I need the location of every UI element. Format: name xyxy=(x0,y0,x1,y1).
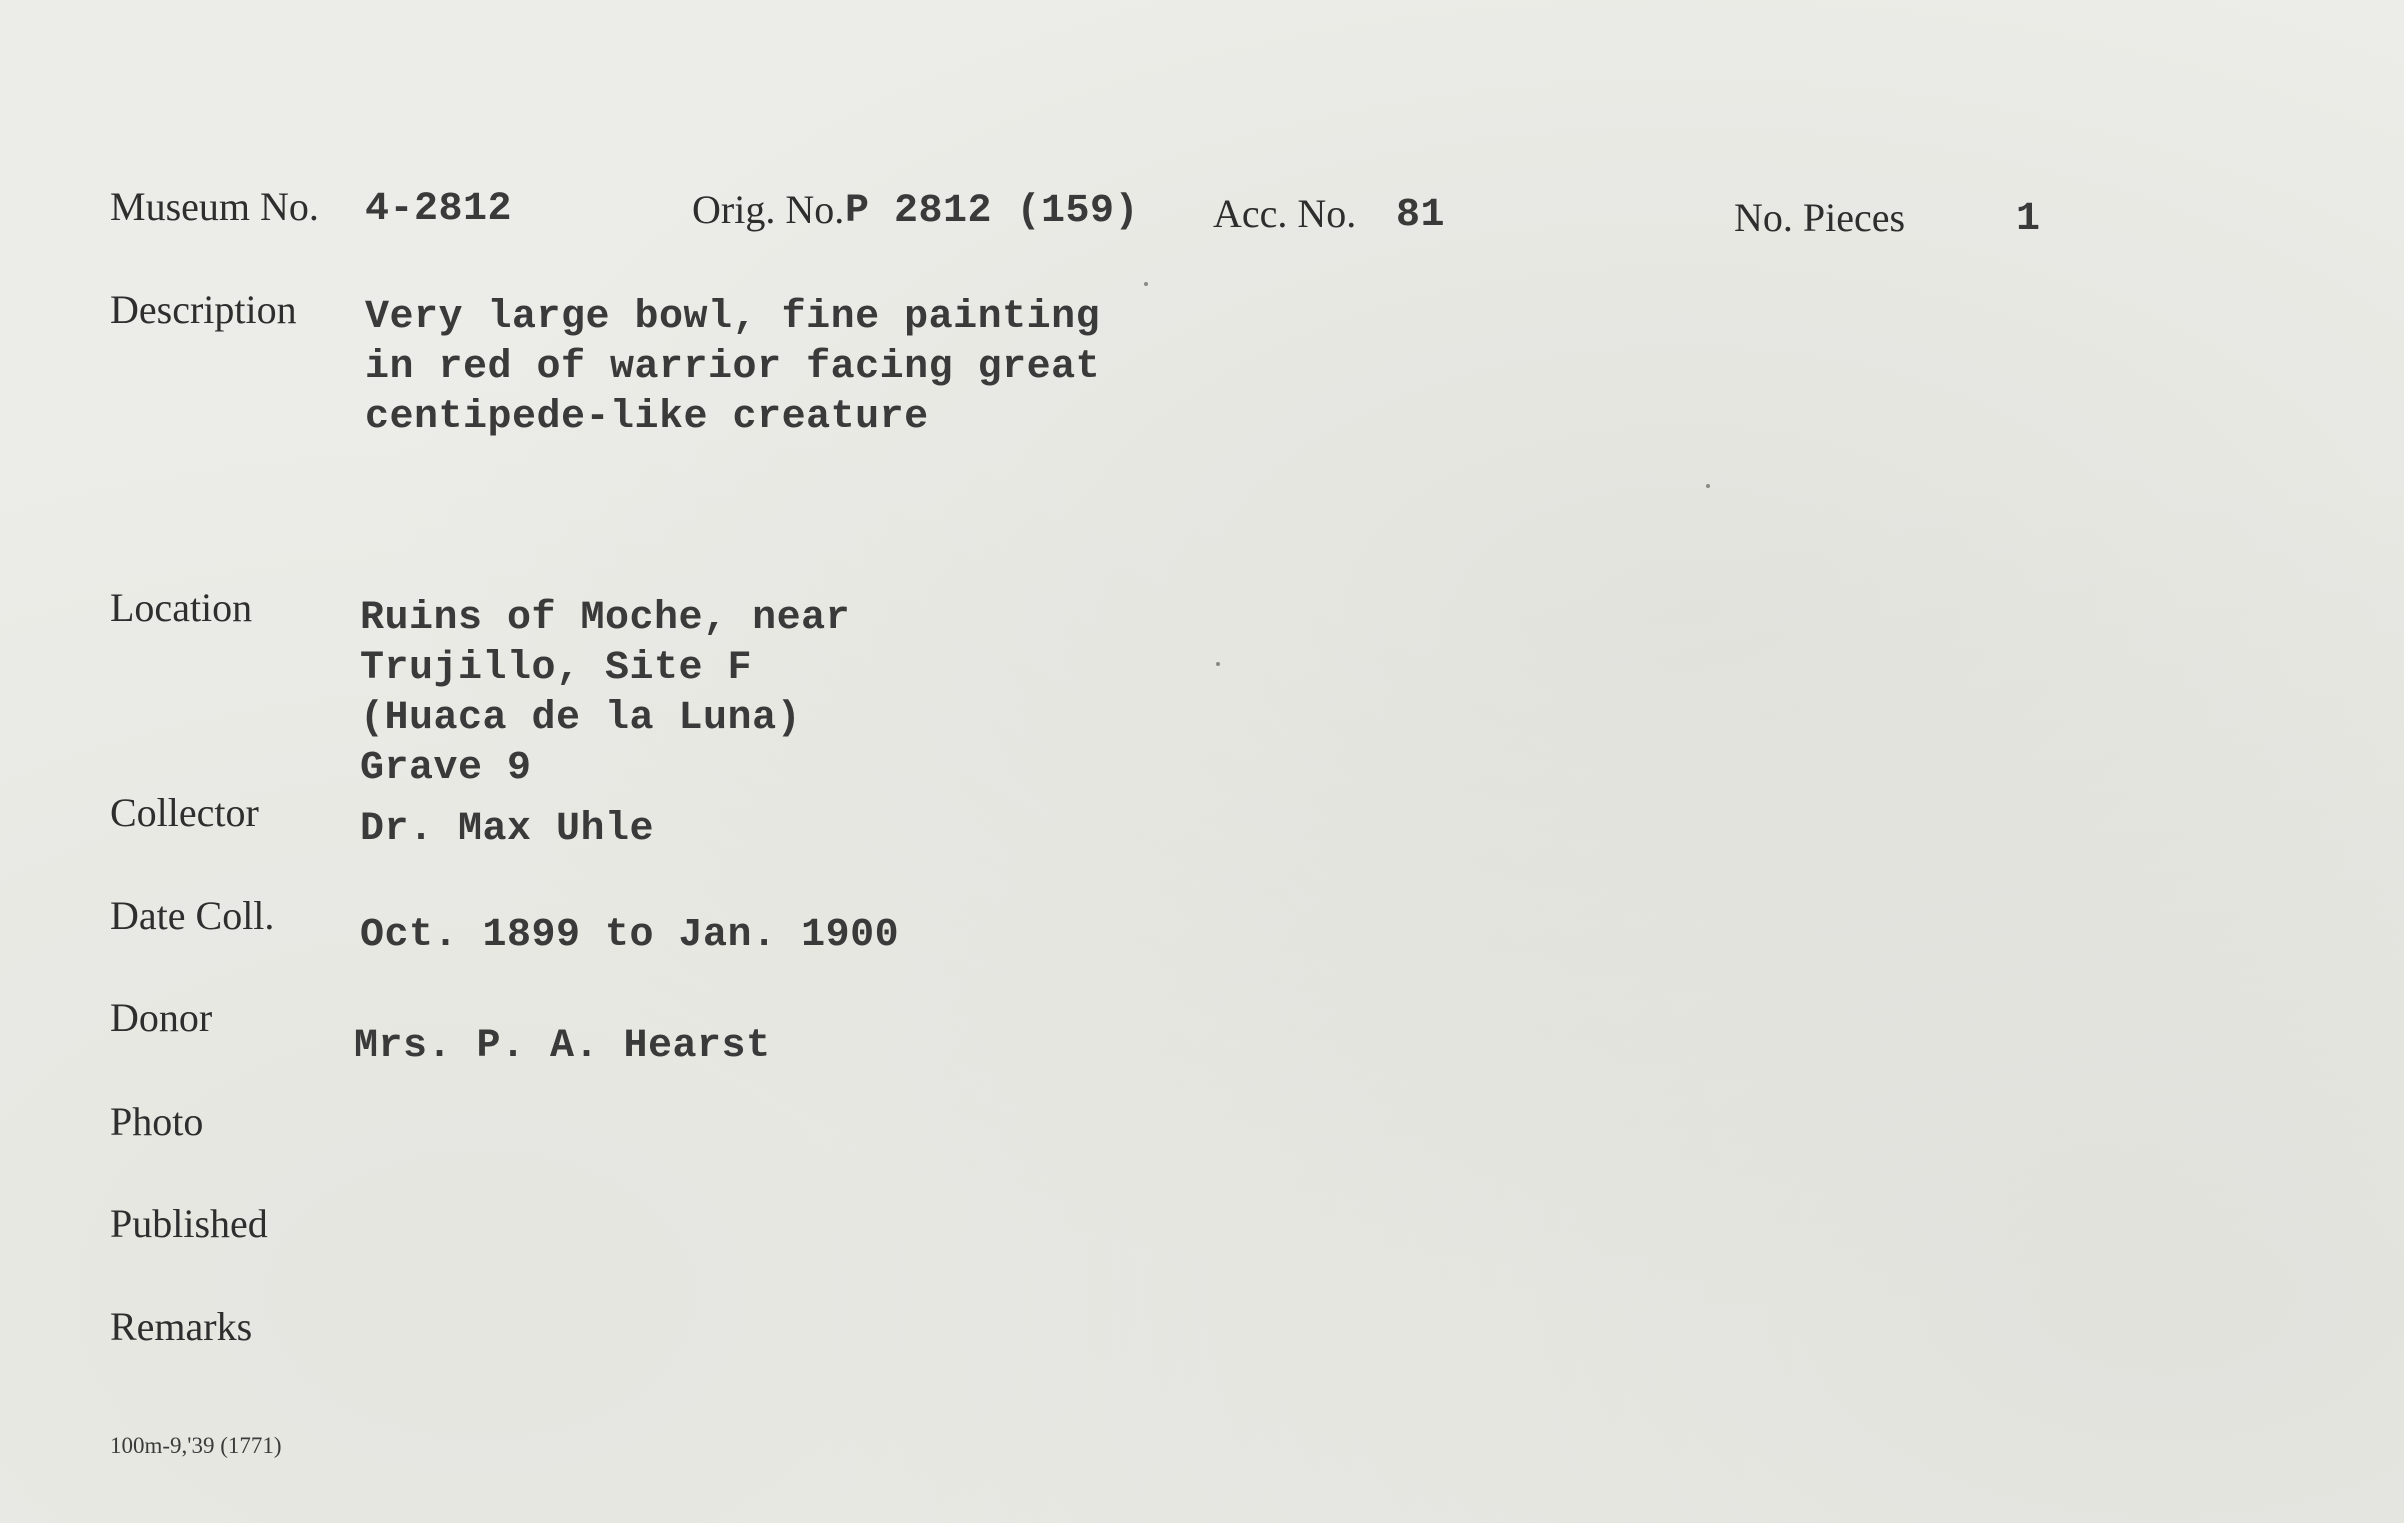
museum-no-label: Museum No. xyxy=(110,184,319,229)
location-line: Trujillo, Site F xyxy=(360,646,753,691)
collector-label: Collector xyxy=(110,790,259,835)
location-text xyxy=(360,594,850,794)
donor-label: Donor xyxy=(110,995,213,1040)
location-line: Ruins of Moche, near xyxy=(360,596,851,641)
location-line: Grave 9 xyxy=(360,746,532,791)
no-pieces-value: 1 xyxy=(2016,197,2041,242)
no-pieces-label: No. Pieces xyxy=(1734,195,1906,240)
description-line: in red of warrior facing great xyxy=(365,345,1101,390)
description-line: centipede-like creature xyxy=(365,395,929,440)
description-label: Description xyxy=(110,287,297,332)
acc-no-label: Acc. No. xyxy=(1213,191,1357,236)
date-coll-label: Date Coll. xyxy=(110,893,275,938)
paper-speck xyxy=(1216,662,1220,666)
orig-no-value: P 2812 (159) xyxy=(845,189,1140,234)
form-code: 100m-9,'39 (1771) xyxy=(110,1433,282,1458)
description-line: Very large bowl, fine painting xyxy=(365,295,1101,340)
orig-no-label: Orig. No. xyxy=(692,187,845,232)
collector-value: Dr. Max Uhle xyxy=(360,807,655,852)
paper-speck xyxy=(1144,282,1148,286)
date-coll-value: Oct. 1899 to Jan. 1900 xyxy=(360,913,900,958)
donor-value: Mrs. P. A. Hearst xyxy=(354,1024,771,1069)
location-line: (Huaca de la Luna) xyxy=(360,696,802,741)
description-text xyxy=(365,293,1100,443)
remarks-label: Remarks xyxy=(110,1304,253,1349)
published-label: Published xyxy=(110,1201,268,1246)
location-label: Location xyxy=(110,585,253,630)
paper-speck xyxy=(1706,484,1710,488)
acc-no-value: 81 xyxy=(1396,193,1446,238)
museum-no-value: 4-2812 xyxy=(365,187,513,232)
photo-label: Photo xyxy=(110,1099,204,1144)
